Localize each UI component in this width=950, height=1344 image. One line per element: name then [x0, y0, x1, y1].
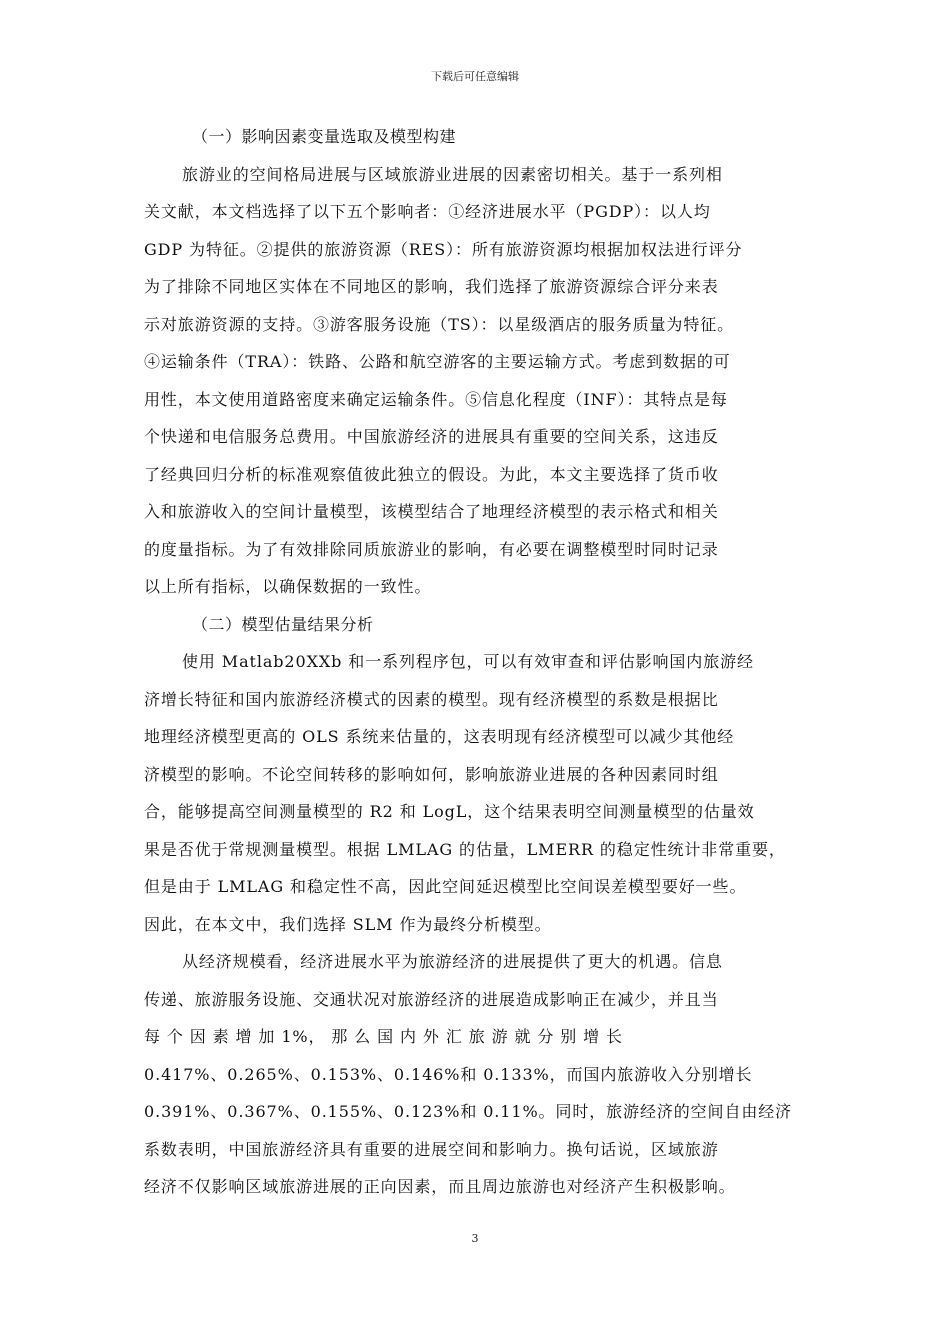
section-heading-2: （二）模型估量结果分析	[192, 614, 374, 634]
paragraph-line: 了经典回归分析的标准观察值彼此独立的假设。为此，本文主要选择了货币收	[144, 464, 719, 484]
paragraph-line: 用性，本文使用道路密度来确定运输条件。⑤信息化程度（INF）：其特点是每	[144, 389, 728, 409]
paragraph-line: 使用 Matlab20XXb 和一系列程序包，可以有效审查和评估影响国内旅游经	[182, 652, 754, 671]
paragraph-line: 个快递和电信服务总费用。中国旅游经济的进展具有重要的空间关系，这违反	[144, 427, 719, 446]
paragraph-line: 示对旅游资源的支持。③游客服务设施（TS）：以星级酒店的服务质量为特征。	[144, 314, 735, 334]
paragraph-line: 但是由于 LMLAG 和稳定性不高，因此空间延迟模型比空间误差模型要好一些。	[144, 877, 747, 896]
paragraph-line: 关文献，本文档选择了以下五个影响者：①经济进展水平（PGDP）：以人均	[144, 202, 711, 221]
paragraph-line: 合，能够提高空间测量模型的 R2 和 LogL，这个结果表明空间测量模型的估量效	[144, 802, 755, 821]
paragraph-line: 经济不仅影响区域旅游进展的正向因素，而且周边旅游也对经济产生积极影响。	[144, 1177, 736, 1196]
paragraph-line: 为了排除不同地区实体在不同地区的影响，我们选择了旅游资源综合评分来表	[144, 277, 719, 296]
paragraph-line: 0.417%、0.265%、0.153%、0.146%和 0.133%，而国内旅游收入分别增长	[144, 1064, 753, 1084]
paragraph-line: 因此，在本文中，我们选择 SLM 作为最终分析模型。	[144, 914, 552, 934]
paragraph-line: 入和旅游收入的空间计量模型，该模型结合了地理经济模型的表示格式和相关	[144, 502, 719, 521]
paragraph-line: 果是否优于常规测量模型。根据 LMLAG 的估量，LMERR 的稳定性统计非常重要，	[144, 839, 786, 859]
paragraph-line: 从经济规模看，经济进展水平为旅游经济的进展提供了更大的机遇。信息	[182, 952, 723, 971]
page-number: 3	[471, 1232, 479, 1245]
section-heading-1: （一）影响因素变量选取及模型构建	[192, 127, 457, 146]
paragraph-line: ④运输条件（TRA）：铁路、公路和航空游客的主要运输方式。考虑到数据的可	[144, 352, 731, 371]
paragraph-line: 传递、旅游服务设施、交通状况对旅游经济的进展造成影响正在减少，并且当	[144, 989, 719, 1009]
header-note: 下载后可任意编辑	[431, 70, 519, 83]
paragraph-line: 每 个 因 素 增 加 1%， 那 么 国 内 外 汇 旅 游 就 分 别 增 长	[144, 1027, 623, 1046]
paragraph-line: 济模型的影响。不论空间转移的影响如何，影响旅游业进展的各种因素同时组	[144, 764, 719, 784]
paragraph-line: 旅游业的空间格局进展与区域旅游业进展的因素密切相关。基于一系列相	[182, 164, 723, 184]
paragraph-line: 济增长特征和国内旅游经济模式的因素的模型。现有经济模型的系数是根据比	[144, 689, 719, 709]
paragraph-line: 的度量指标。为了有效排除同质旅游业的影响，有必要在调整模型时同时记录	[144, 539, 719, 559]
paragraph-line: 地理经济模型更高的 OLS 系统来估量的，这表明现有经济模型可以减少其他经	[144, 727, 735, 746]
body-text	[144, 118, 820, 1206]
paragraph-line: GDP 为特征。②提供的旅游资源（RES）：所有旅游资源均根据加权法进行评分	[144, 239, 743, 259]
paragraph-line: 0.391%、0.367%、0.155%、0.123%和 0.11%。同时，旅游经济的空间自由经济	[144, 1102, 793, 1121]
paragraph-line: 系数表明，中国旅游经济具有重要的进展空间和影响力。换句话说，区域旅游	[144, 1139, 719, 1159]
paragraph-line: 以上所有指标，以确保数据的一致性。	[144, 577, 432, 596]
